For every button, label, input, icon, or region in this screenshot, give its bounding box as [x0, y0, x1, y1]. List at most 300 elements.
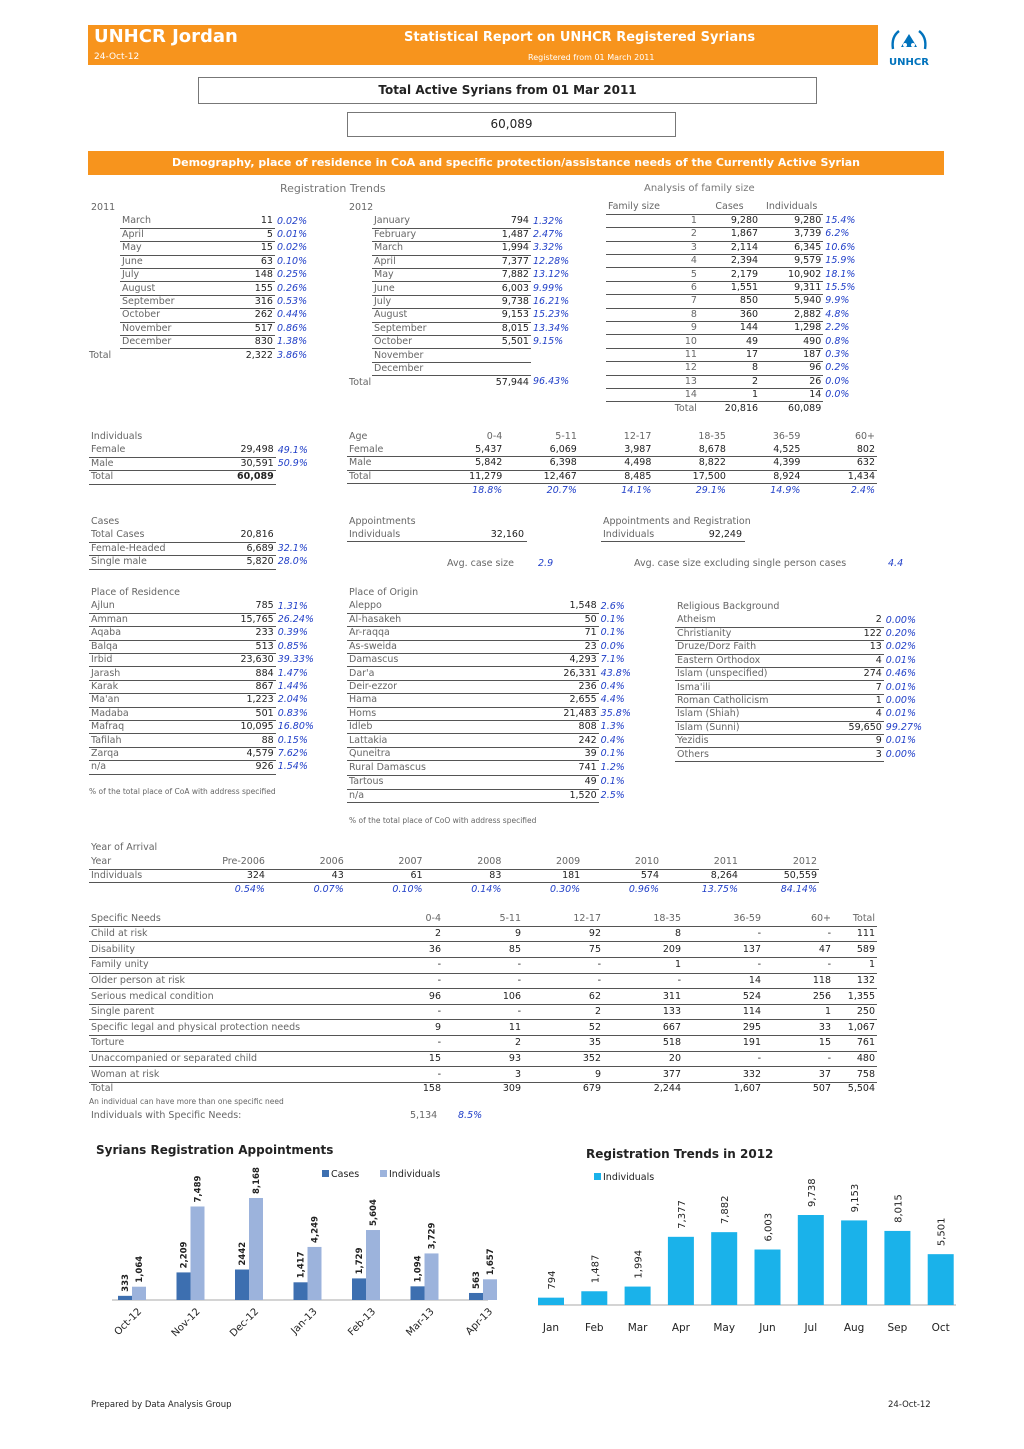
table-cell: 29.1% — [695, 484, 726, 496]
table-cell: 18-35 — [603, 913, 683, 926]
table-cell: 187 — [760, 348, 823, 361]
table-cell: 0.96% — [628, 883, 660, 895]
data-label: 8,168 — [252, 1167, 262, 1194]
x-tick-label: Apr-13 — [464, 1306, 496, 1338]
table-cell: Jarash — [89, 667, 212, 680]
table-cell: 0.83% — [277, 707, 308, 719]
table-row — [372, 376, 584, 389]
table-cell: 0.0% — [825, 375, 850, 387]
table-row — [89, 707, 327, 720]
table-cell: 155 — [222, 282, 275, 295]
table-cell: 1,434 — [802, 470, 877, 483]
table-cell — [606, 255, 671, 268]
table-row — [89, 1004, 877, 1020]
bar — [581, 1291, 607, 1305]
data-label: 333 — [121, 1274, 131, 1292]
table-cell: Aleppo — [347, 600, 508, 613]
table-cell: 8 — [699, 362, 760, 375]
table-cell: 7.62% — [277, 747, 308, 759]
table-cell: Total — [89, 349, 112, 361]
table-cell: June — [372, 282, 474, 295]
x-tick-label: Oct — [931, 1322, 950, 1334]
table-cell: 262 — [222, 309, 275, 322]
table-cell: 1,994 — [474, 242, 531, 255]
table-cell: 60+ — [763, 913, 833, 926]
table-cell: Cases — [699, 201, 760, 214]
data-label: 6,003 — [763, 1212, 775, 1242]
table-cell: 28.0% — [277, 556, 308, 568]
table-cell — [347, 430, 440, 443]
year-2011-label: 2011 — [91, 202, 116, 213]
table-cases — [89, 529, 327, 570]
table-cell: 4.4% — [600, 694, 625, 706]
table-cell: 309 — [502, 1083, 521, 1095]
table-cell: n/a — [347, 789, 508, 802]
needs-ind-pct: 8.5% — [458, 1110, 483, 1121]
table-age — [347, 430, 877, 497]
table-row — [89, 869, 819, 882]
table-cell: May — [372, 269, 474, 282]
data-label: 2442 — [238, 1241, 248, 1266]
table-cell: 15.5% — [825, 282, 856, 294]
table-cell: 4 — [671, 255, 699, 268]
table-cell: September — [120, 295, 222, 308]
table-cell: 2,179 — [699, 268, 760, 281]
bar — [538, 1298, 564, 1305]
table-cell: 324 — [188, 869, 267, 882]
table-row — [347, 667, 645, 680]
table-cell: Zarqa — [89, 747, 212, 760]
table-cell: 148 — [222, 269, 275, 282]
table-cell: - — [379, 973, 443, 989]
needs-ind-value: 5,134 — [410, 1110, 438, 1121]
table-row — [89, 1067, 877, 1083]
table-cell: 2 — [829, 614, 884, 627]
table-cell: - — [763, 926, 833, 942]
table-cell — [606, 214, 671, 227]
table-cell: 3,987 — [579, 443, 654, 456]
table-cell: 36-59 — [772, 430, 801, 442]
table-cell: 0.01% — [885, 735, 916, 747]
table-cell: 2.04% — [277, 694, 308, 706]
table-row — [675, 708, 935, 721]
table-cell: 9,280 — [760, 214, 823, 227]
table-cell: 295 — [683, 1020, 763, 1036]
table-row — [347, 457, 877, 470]
needs-note: An individual can have more than one specific need — [89, 1097, 284, 1106]
table-cell: 589 — [833, 942, 877, 958]
table-cell: 2006 — [267, 856, 346, 869]
table-family-size — [606, 201, 876, 415]
x-tick-label: Feb-13 — [346, 1306, 379, 1339]
table-cell: 0.2% — [825, 362, 850, 374]
org-name: UNHCR Jordan — [94, 26, 238, 47]
table-cell: 352 — [523, 1051, 603, 1067]
table-row — [606, 281, 876, 294]
table-cell: 0.00% — [885, 748, 916, 760]
table-row — [606, 255, 876, 268]
table-cell: 8,485 — [579, 470, 654, 483]
table-cell — [606, 335, 671, 348]
table-cell: 3.32% — [532, 242, 564, 254]
table-cell: 18.8% — [472, 484, 503, 496]
table-cell: June — [120, 255, 222, 268]
table-cell: 9.15% — [532, 336, 564, 348]
x-tick-label: Oct-12 — [112, 1306, 145, 1338]
table-cell: 17,500 — [653, 470, 728, 483]
table-cell: 49 — [508, 776, 599, 789]
table-cell: 15 — [763, 1036, 833, 1052]
x-tick-label: Aug — [843, 1322, 865, 1334]
table-cell: 0.30% — [550, 883, 581, 895]
table-cell: 1.47% — [277, 667, 308, 679]
table-cell: 8 — [671, 308, 699, 321]
family-title: Analysis of family size — [644, 183, 755, 194]
table-cell: 5,842 — [440, 457, 504, 470]
table-cell: n/a — [89, 761, 212, 774]
table-cell: 43.8% — [600, 667, 631, 679]
table-cell: 2,882 — [760, 308, 823, 321]
table-cell: 18.1% — [825, 268, 856, 280]
table-cell: Rural Damascus — [347, 761, 508, 776]
legend-label: Cases — [331, 1169, 360, 1180]
table-cell: 6,003 — [474, 282, 531, 295]
bar — [755, 1250, 781, 1305]
table-row — [606, 308, 876, 321]
legend-swatch — [594, 1173, 601, 1180]
table-cell: 761 — [833, 1036, 877, 1052]
table-row — [675, 694, 935, 707]
table-cell: 62 — [523, 989, 603, 1005]
residence-note: % of the total place of CoA with address specified — [89, 787, 276, 796]
table-cell: 18-35 — [698, 430, 726, 442]
table-cell: - — [683, 958, 763, 974]
appointments-value: 32,160 — [490, 529, 524, 540]
table-cell: 0.1% — [600, 747, 625, 759]
table-cell: 867 — [212, 680, 276, 693]
table-cell: 2,394 — [699, 255, 760, 268]
data-label: 7,882 — [720, 1195, 732, 1225]
table-cell: 9 — [523, 1067, 603, 1083]
table-cell: 332 — [683, 1067, 763, 1083]
table-cell: Tafilah — [89, 734, 212, 747]
table-cell: 50.9% — [277, 458, 308, 470]
footer-right: 24-Oct-12 — [888, 1400, 931, 1410]
table-row — [347, 627, 645, 640]
appointments-label: Individuals — [349, 529, 401, 540]
table-cell: 2.5% — [600, 789, 625, 801]
table-cell: 92 — [523, 926, 603, 942]
table-cell: 14 — [683, 973, 763, 989]
bar — [191, 1206, 205, 1300]
table-cell: 118 — [763, 973, 833, 989]
data-label: 9,153 — [850, 1183, 862, 1213]
bar — [118, 1296, 132, 1300]
bar — [884, 1231, 910, 1305]
table-cell: 6 — [671, 281, 699, 294]
table-cell: 57,944 — [495, 376, 529, 388]
table-cell: 2 — [443, 1036, 523, 1052]
table-cell: 43 — [267, 869, 346, 882]
table-cell: Child at risk — [89, 926, 379, 942]
table-cell: 10.6% — [825, 241, 856, 253]
bar — [366, 1230, 380, 1300]
table-cell: 114 — [683, 1004, 763, 1020]
table-cell: 36 — [379, 942, 443, 958]
data-label: 1,094 — [413, 1255, 424, 1283]
table-cell: 1.38% — [276, 336, 308, 348]
table-row — [347, 721, 645, 734]
bar — [132, 1287, 146, 1300]
footer-left: Prepared by Data Analysis Group — [91, 1400, 232, 1410]
bar — [425, 1253, 439, 1300]
table-row — [347, 707, 645, 720]
table-cell: 4,399 — [728, 457, 803, 470]
table-cell: 501 — [212, 707, 276, 720]
table-cell: 2.6% — [600, 600, 625, 612]
table-cell: 8,264 — [661, 869, 740, 882]
x-tick-label: Jun — [759, 1322, 776, 1334]
table-cell: 0.1% — [600, 614, 625, 626]
data-label: 2,209 — [179, 1241, 190, 1269]
table-cell: 0.25% — [276, 269, 308, 281]
legend-label: Individuals — [389, 1169, 441, 1180]
table-cell: 106 — [443, 989, 523, 1005]
table-cell: February — [372, 228, 474, 241]
table-cell: 2009 — [503, 856, 582, 869]
avg-excl-value: 4.4 — [888, 558, 904, 569]
bar — [483, 1279, 497, 1300]
table-cell: - — [379, 1067, 443, 1083]
table-row — [120, 336, 330, 349]
table-cell: Christianity — [675, 627, 829, 640]
table-cell: 23 — [508, 640, 599, 653]
x-tick-label: May — [713, 1322, 736, 1334]
table-cell: 0-4 — [379, 913, 443, 926]
table-cell: Woman at risk — [89, 1067, 379, 1083]
data-label: 1,487 — [590, 1254, 602, 1284]
data-label: 563 — [472, 1271, 482, 1289]
table-cell: 0.02% — [885, 641, 916, 653]
table-cell: 2010 — [582, 856, 661, 869]
table-cell: 517 — [222, 322, 275, 335]
table-cell: 4.8% — [825, 308, 850, 320]
table-cell: 2008 — [425, 856, 504, 869]
table-row — [347, 613, 645, 626]
data-label: 794 — [547, 1270, 558, 1290]
table-cell: Eastern Orthodox — [675, 654, 829, 667]
table-row — [372, 255, 584, 268]
table-cell: Total — [674, 402, 697, 414]
table-cell: 11 — [671, 348, 699, 361]
table-cell: 7,882 — [474, 269, 531, 282]
table-cell: Ajlun — [89, 600, 212, 613]
bar — [352, 1278, 366, 1300]
table-row — [347, 789, 645, 802]
table-cell: 21,483 — [508, 707, 599, 720]
report-date: 24-Oct-12 — [94, 52, 140, 62]
table-cell — [606, 388, 671, 401]
table-cell — [276, 529, 327, 542]
table-row — [89, 667, 327, 680]
table-cell: Islam (Sunni) — [675, 721, 829, 734]
x-tick-label: Dec-12 — [228, 1306, 262, 1340]
table-cell: August — [120, 282, 222, 295]
table-row — [675, 721, 935, 734]
table-cell: Year — [89, 856, 188, 869]
table-row — [675, 654, 935, 667]
table-cell: 39 — [508, 747, 599, 760]
table-row — [372, 295, 584, 308]
table-cell: 7 — [829, 681, 884, 694]
table-row — [120, 282, 330, 295]
table-cell: 480 — [833, 1051, 877, 1067]
table-row — [89, 600, 327, 613]
table-cell: 3 — [829, 748, 884, 761]
table-cell: 5-11 — [555, 430, 577, 442]
table-cell: 1,223 — [212, 694, 276, 707]
table-cell — [606, 268, 671, 281]
table-row — [89, 471, 327, 484]
table-cell: - — [379, 1036, 443, 1052]
table-row — [675, 641, 935, 654]
table-cell: Roman Catholicism — [675, 694, 829, 707]
table-cell — [606, 362, 671, 375]
origin-title: Place of Origin — [349, 587, 419, 598]
table-individuals — [89, 444, 327, 485]
table-cell: 1.2% — [600, 762, 625, 774]
bar — [294, 1282, 308, 1300]
table-cell: 2 — [523, 1004, 603, 1020]
report-title: Statistical Report on UNHCR Registered Syrians — [404, 30, 756, 45]
table-cell: - — [683, 926, 763, 942]
table-cell: 30,591 — [212, 457, 276, 470]
appt-reg-title: Appointments and Registration — [603, 516, 751, 527]
table-cell: 0.86% — [276, 322, 308, 334]
table-cell: 35 — [523, 1036, 603, 1052]
x-tick-label: Jan-13 — [289, 1306, 320, 1337]
table-cell: 0.44% — [276, 309, 308, 321]
table-cell: 122 — [829, 627, 884, 640]
table-row — [89, 761, 327, 774]
table-cell: 6.2% — [825, 228, 850, 240]
table-row — [675, 627, 935, 640]
table-cell: 5 — [222, 228, 275, 241]
table-cell: 75 — [523, 942, 603, 958]
table-cell: 830 — [222, 336, 275, 349]
table-cell: Total — [349, 376, 372, 388]
table-cell: Balqa — [89, 640, 212, 653]
reg-trends-title: Registration Trends — [280, 182, 386, 195]
table-cell: Family unity — [89, 958, 379, 974]
table-cell: 10,095 — [212, 721, 276, 734]
table-cell: 3 — [443, 1067, 523, 1083]
table-cell: 0.10% — [276, 255, 308, 267]
table-cell: Older person at risk — [89, 973, 379, 989]
table-cell: 10,902 — [760, 268, 823, 281]
table-cell: 1,867 — [699, 228, 760, 241]
data-label: 7,489 — [193, 1175, 204, 1203]
table-cell: Male — [89, 457, 212, 470]
table-cell: Torture — [89, 1036, 379, 1052]
bar — [841, 1220, 867, 1305]
table-cell: 5,504 — [847, 1083, 875, 1095]
table-row — [120, 295, 330, 308]
table-cell: 12.28% — [532, 255, 570, 267]
table-cell: 632 — [802, 457, 877, 470]
table-cell: Pre-2006 — [188, 856, 267, 869]
x-tick-label: Mar — [627, 1322, 648, 1334]
table-cell: Islam (unspecified) — [675, 668, 829, 681]
table-row — [372, 336, 584, 349]
table-cell: 49.1% — [277, 444, 308, 456]
table-row — [89, 973, 877, 989]
table-cell: 667 — [603, 1020, 683, 1036]
table-cell: 2 — [671, 228, 699, 241]
avg-case-size-label: Avg. case size — [447, 558, 514, 569]
table-cell: Madaba — [89, 707, 212, 720]
table-row — [675, 748, 935, 761]
table-cell: 11,279 — [440, 470, 504, 483]
table-arrival — [89, 856, 819, 896]
table-row — [675, 668, 935, 681]
table-cell: As-sweida — [347, 640, 508, 653]
table-cell: 9,311 — [760, 281, 823, 294]
table-cell: 181 — [503, 869, 582, 882]
table-cell: 274 — [829, 668, 884, 681]
table-row — [606, 362, 876, 375]
table-cell: Female — [89, 444, 212, 457]
table-cell: March — [120, 215, 222, 228]
table-cell: 0.1% — [600, 627, 625, 639]
table-cell: January — [372, 215, 474, 228]
table-cell: 37 — [763, 1067, 833, 1083]
table-cell: 884 — [212, 667, 276, 680]
bar — [235, 1270, 249, 1300]
table-cell: 5,501 — [474, 336, 531, 349]
table-cell: Al-hasakeh — [347, 613, 508, 626]
table-cell: Unaccompanied or separated child — [89, 1051, 379, 1067]
table-cell: - — [379, 958, 443, 974]
table-cell: Homs — [347, 707, 508, 720]
table-cell: 15.9% — [825, 255, 856, 267]
table-cell: 4,525 — [728, 443, 803, 456]
table-cell: 111 — [833, 926, 877, 942]
table-cell: 1 — [699, 388, 760, 401]
table-cell: 785 — [212, 600, 276, 613]
table-2012 — [349, 215, 584, 389]
table-cell: April — [372, 255, 474, 268]
table-row — [89, 444, 327, 457]
table-cell: 0.3% — [825, 348, 850, 360]
table-row — [89, 734, 327, 747]
table-row — [89, 694, 327, 707]
table-cell: 5 — [671, 268, 699, 281]
table-cell: 132 — [833, 973, 877, 989]
table-cell: 36-59 — [683, 913, 763, 926]
table-row — [89, 1020, 877, 1036]
table-cell: April — [120, 228, 222, 241]
legend-swatch — [322, 1170, 329, 1177]
table-row — [606, 268, 876, 281]
origin-note: % of the total place of CoO with address specified — [349, 816, 537, 825]
table-row — [89, 556, 327, 569]
table-cell: Atheism — [675, 614, 829, 627]
table-cell: Female-Headed — [89, 542, 212, 555]
table-cell: 6,069 — [504, 443, 579, 456]
table-cell: 0.0% — [825, 389, 850, 401]
table-cell: Ma'an — [89, 694, 212, 707]
